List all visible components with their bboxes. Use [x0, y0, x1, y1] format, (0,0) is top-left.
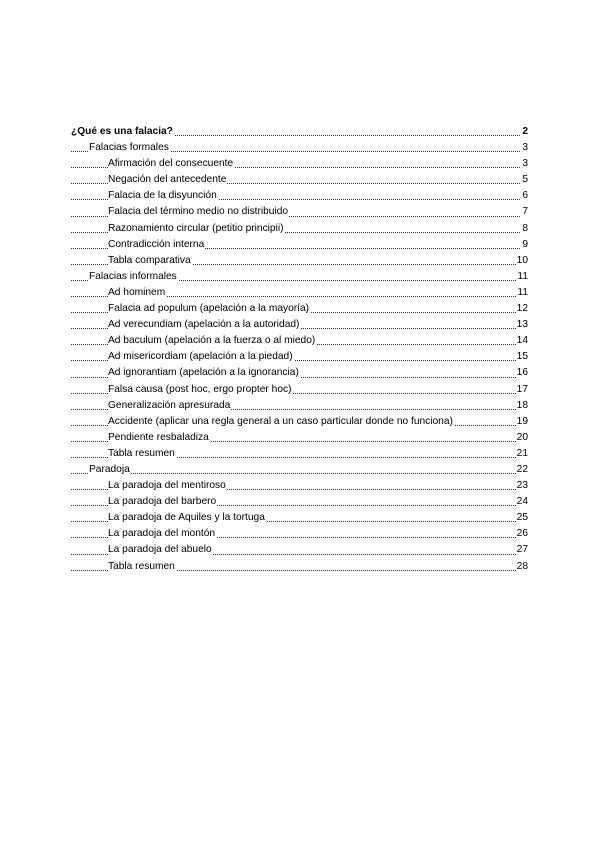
toc-entry-page-number: 24 — [516, 494, 528, 510]
toc-entry-page-number: 25 — [516, 510, 528, 526]
toc-entry[interactable] — [71, 269, 528, 285]
toc-entry-page-number: 11 — [516, 269, 528, 285]
toc-entry-page-number: 6 — [521, 188, 528, 204]
toc-entry-page-number: 14 — [516, 333, 528, 349]
toc-entry-page-number: 3 — [521, 140, 528, 156]
toc-entry-page-number: 16 — [516, 365, 528, 381]
toc-entry-page-number: 23 — [516, 478, 528, 494]
toc-entry[interactable] — [71, 446, 528, 462]
toc-entry[interactable] — [71, 430, 528, 446]
toc-entry-title: Tabla resumen — [108, 447, 175, 459]
toc-entry-page-number: 10 — [516, 253, 528, 269]
toc-entry-page-number: 17 — [516, 382, 528, 398]
toc-entry-title: Contradicción interna — [108, 238, 205, 250]
toc-entry[interactable] — [71, 285, 528, 301]
toc-entry-page-number: 18 — [516, 398, 528, 414]
toc-entry[interactable] — [71, 462, 528, 478]
toc-entry-title: ¿Qué es una falacia? — [71, 126, 173, 137]
toc-entry[interactable] — [71, 333, 528, 349]
toc-entry[interactable] — [71, 382, 528, 398]
toc-entry[interactable] — [71, 237, 528, 253]
toc-entry[interactable] — [71, 253, 528, 269]
toc-entry[interactable] — [71, 414, 528, 430]
toc-entry-title: Tabla comparativa — [108, 254, 191, 266]
toc-entry[interactable] — [71, 188, 528, 204]
toc-entry-title: La paradoja del montón — [108, 528, 216, 540]
toc-entry-title: Ad ignorantiam (apelación a la ignorancia) — [108, 367, 299, 379]
toc-entry-page-number: 8 — [521, 221, 528, 237]
toc-entry-title: Paradoja — [89, 463, 130, 475]
toc-entry-title: Tabla resumen — [108, 560, 175, 572]
toc-entry[interactable] — [71, 478, 528, 494]
toc-entry-title: La paradoja del barbero — [108, 496, 217, 508]
toc-entry-title: Negación del antecedente — [108, 174, 227, 186]
toc-entry[interactable] — [71, 559, 528, 575]
toc-entry-page-number: 28 — [516, 559, 528, 575]
toc-entry[interactable] — [71, 398, 528, 414]
toc-entry-title: Falacias formales — [89, 142, 169, 154]
toc-entry-title: Razonamiento circular (petitio principii) — [108, 222, 284, 234]
toc-entry-title: Falacia del término medio no distribuido — [108, 206, 289, 218]
toc-entry[interactable] — [71, 204, 528, 220]
toc-entry-title: Pendiente resbaladiza — [108, 431, 209, 443]
toc-entry-page-number: 19 — [516, 414, 528, 430]
toc-entry[interactable] — [71, 526, 528, 542]
toc-entry-title: Falsa causa (post hoc, ergo propter hoc) — [108, 383, 292, 395]
toc-entry-title: Ad misericordiam (apelación a la piedad) — [108, 351, 293, 363]
toc-entry-title: La paradoja del abuelo — [108, 544, 212, 556]
toc-entry-page-number: 15 — [516, 349, 528, 365]
toc-entry[interactable] — [71, 301, 528, 317]
toc-entry-title: Falacia ad populum (apelación a la mayoría) — [108, 303, 310, 315]
toc-entry[interactable] — [71, 124, 528, 140]
toc-entry-title: Falacia de la disyunción — [108, 190, 217, 202]
toc-entry-title: Ad hominem — [108, 286, 166, 298]
toc-entry-title: Generalización apresurada — [108, 399, 231, 411]
toc-entry[interactable] — [71, 317, 528, 333]
table-of-contents — [71, 124, 528, 575]
toc-entry-page-number: 26 — [516, 526, 528, 542]
toc-entry[interactable] — [71, 221, 528, 237]
toc-entry-page-number: 13 — [516, 317, 528, 333]
toc-entry-page-number: 9 — [521, 237, 528, 253]
toc-entry[interactable] — [71, 349, 528, 365]
toc-entry-page-number: 27 — [516, 542, 528, 558]
toc-entry-title: Ad verecundiam (apelación a la autoridad) — [108, 319, 300, 331]
toc-entry-page-number: 2 — [521, 124, 528, 140]
toc-entry-title: Falacias informales — [89, 270, 177, 282]
toc-entry[interactable] — [71, 510, 528, 526]
toc-entry-title: Afirmación del consecuente — [108, 158, 234, 170]
toc-entry-title: Accidente (aplicar una regla general a un caso particular donde no funciona) — [108, 415, 453, 427]
toc-entry[interactable] — [71, 156, 528, 172]
toc-entry-page-number: 3 — [521, 156, 528, 172]
toc-entry-page-number: 11 — [516, 285, 528, 301]
toc-entry-title: La paradoja del mentiroso — [108, 480, 226, 492]
toc-entry[interactable] — [71, 365, 528, 381]
toc-entry[interactable] — [71, 140, 528, 156]
toc-entry-page-number: 20 — [516, 430, 528, 446]
toc-entry-page-number: 7 — [521, 204, 528, 220]
toc-entry-page-number: 21 — [516, 446, 528, 462]
toc-entry-page-number: 12 — [516, 301, 528, 317]
toc-entry-title: La paradoja de Aquiles y la tortuga — [108, 512, 265, 524]
toc-entry[interactable] — [71, 172, 528, 188]
toc-entry-title: Ad baculum (apelación a la fuerza o al miedo) — [108, 335, 316, 347]
toc-entry-page-number: 22 — [516, 462, 528, 478]
toc-entry[interactable] — [71, 542, 528, 558]
toc-entry[interactable] — [71, 494, 528, 510]
toc-entry-page-number: 5 — [521, 172, 528, 188]
